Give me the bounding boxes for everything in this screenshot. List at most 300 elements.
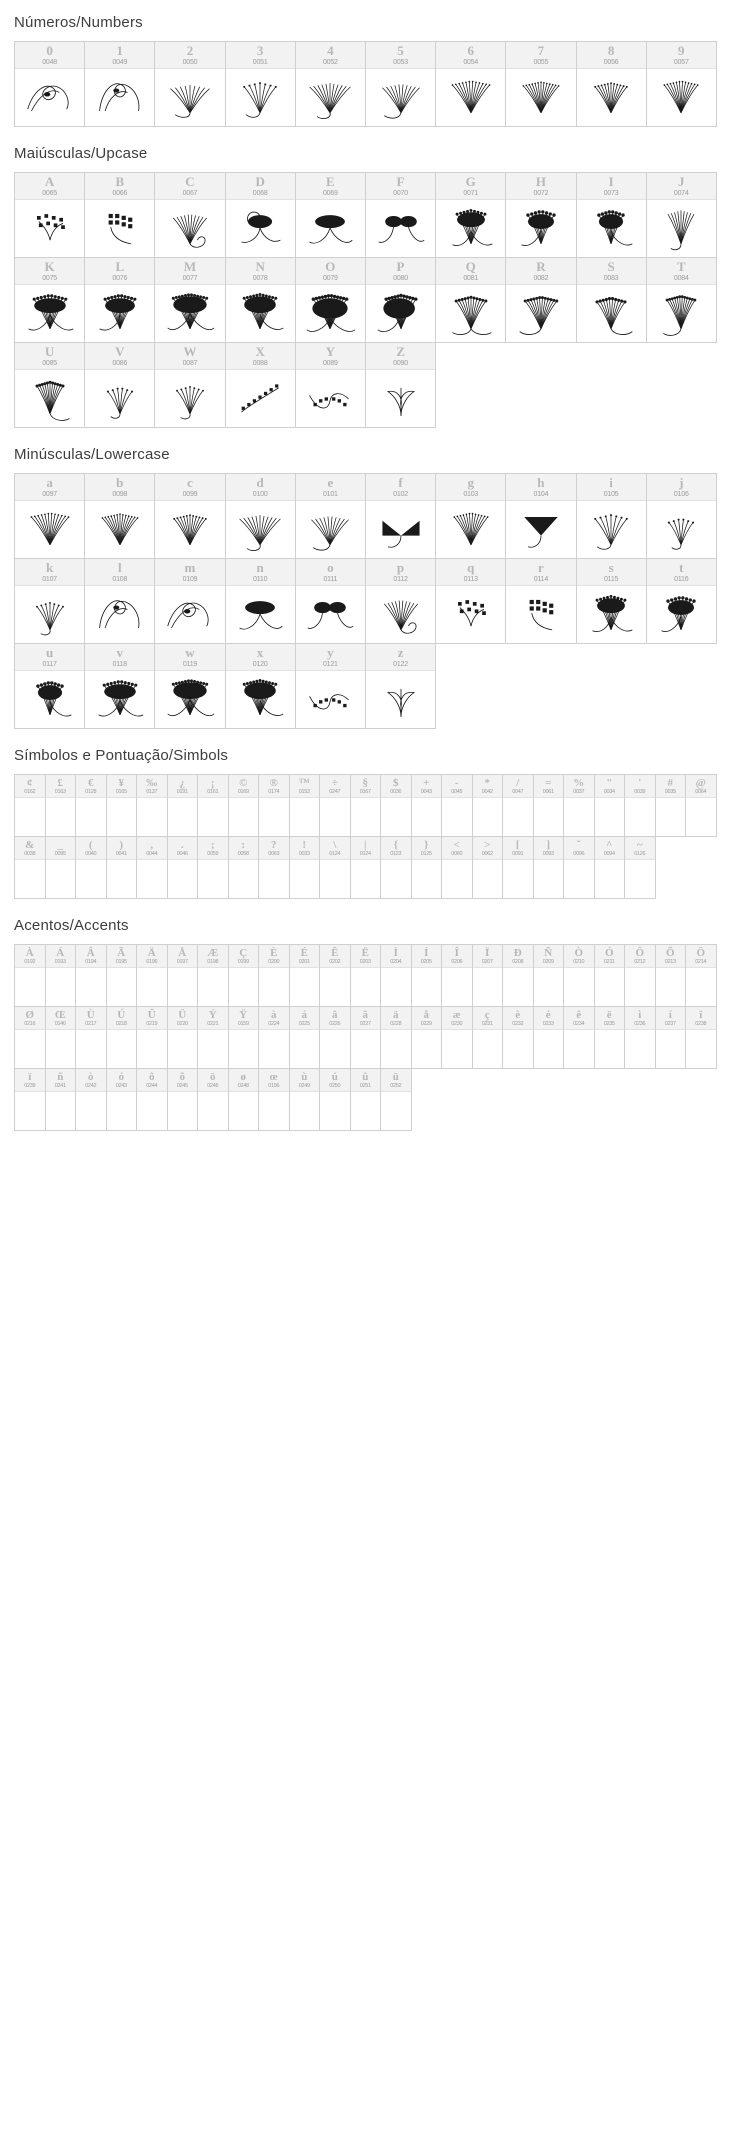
glyph-cell[interactable] [473, 775, 504, 837]
glyph-cell[interactable] [595, 945, 626, 1007]
glyph-ornament [85, 586, 154, 643]
glyph-cell[interactable] [647, 474, 717, 559]
glyph-cell[interactable] [229, 837, 260, 899]
glyph-cell[interactable] [595, 837, 626, 899]
glyph-character: p [396, 560, 405, 575]
glyph-code: 0246 [207, 1083, 219, 1089]
glyph-character: ñ [57, 1071, 64, 1083]
glyph-ornament [366, 586, 435, 643]
glyph-code: 0153 [298, 789, 310, 795]
glyph-cell[interactable] [107, 837, 138, 899]
glyph-cell[interactable] [442, 775, 473, 837]
glyph-cell[interactable] [85, 474, 155, 559]
glyph-cell[interactable] [155, 474, 225, 559]
glyph-cell[interactable] [647, 559, 717, 644]
glyph-character: ˘ [576, 839, 581, 851]
glyph-ornament [442, 1030, 472, 1068]
glyph-character: ™ [298, 777, 310, 789]
glyph-ornament [436, 586, 505, 643]
glyph-code: 0122 [393, 661, 408, 668]
glyph-character: æ [452, 1009, 461, 1021]
glyph-character: | [364, 839, 367, 851]
glyph-grid-accents [14, 944, 717, 1131]
glyph-code: 0159 [237, 1021, 249, 1027]
glyph-cell[interactable] [366, 343, 436, 428]
glyph-ornament [436, 285, 505, 342]
glyph-code: 0224 [268, 1021, 280, 1027]
glyph-code: 0227 [359, 1021, 371, 1027]
glyph-cell[interactable] [595, 1007, 626, 1069]
glyph-character: £ [57, 777, 63, 789]
glyph-cell[interactable] [15, 173, 85, 258]
glyph-character: r [538, 560, 544, 575]
glyph-cell[interactable] [15, 1007, 46, 1069]
glyph-code: 0207 [481, 959, 493, 965]
glyph-character: Õ [665, 947, 675, 959]
glyph-cell[interactable] [85, 258, 155, 343]
glyph-header [534, 945, 564, 968]
glyph-cell[interactable] [290, 1069, 321, 1131]
glyph-header [656, 775, 686, 798]
glyph-character: . [180, 839, 184, 851]
glyph-cell[interactable] [46, 775, 77, 837]
glyph-cell[interactable] [229, 1069, 260, 1131]
glyph-cell[interactable] [296, 258, 366, 343]
glyph-character: _ [57, 839, 63, 851]
glyph-character: * [484, 777, 490, 789]
glyph-header [259, 945, 289, 968]
glyph-cell[interactable] [686, 945, 717, 1007]
glyph-cell[interactable] [15, 644, 85, 729]
glyph-ornament [15, 798, 45, 836]
glyph-cell[interactable] [436, 474, 506, 559]
glyph-cell[interactable] [351, 775, 382, 837]
glyph-header [137, 775, 167, 798]
glyph-cell[interactable] [320, 837, 351, 899]
glyph-header [290, 1069, 320, 1092]
glyph-cell[interactable] [381, 775, 412, 837]
glyph-cell[interactable] [137, 1069, 168, 1131]
glyph-cell[interactable] [296, 42, 366, 127]
glyph-ornament [259, 1030, 289, 1068]
glyph-cell[interactable] [296, 559, 366, 644]
glyph-cell[interactable] [259, 837, 290, 899]
glyph-cell[interactable] [155, 42, 225, 127]
glyph-cell[interactable] [625, 945, 656, 1007]
glyph-cell[interactable] [85, 343, 155, 428]
glyph-ornament [296, 671, 365, 728]
glyph-cell[interactable] [564, 945, 595, 1007]
glyph-code: 0242 [85, 1083, 97, 1089]
glyph-ornament [155, 370, 224, 427]
glyph-cell[interactable] [259, 1069, 290, 1131]
glyph-cell[interactable] [198, 945, 229, 1007]
glyph-ornament [229, 798, 259, 836]
glyph-character: Q [465, 259, 476, 274]
glyph-cell[interactable] [366, 559, 436, 644]
glyph-cell[interactable] [577, 173, 647, 258]
glyph-cell[interactable] [442, 1007, 473, 1069]
glyph-cell[interactable] [503, 1007, 534, 1069]
glyph-cell[interactable] [625, 837, 656, 899]
glyph-code: 0163 [54, 789, 66, 795]
glyph-code: 0200 [268, 959, 280, 965]
glyph-code: 0063 [268, 851, 280, 857]
glyph-cell[interactable] [412, 837, 443, 899]
glyph-cell[interactable] [290, 837, 321, 899]
glyph-code: 0236 [634, 1021, 646, 1027]
glyph-cell[interactable] [15, 837, 46, 899]
glyph-code: 0090 [393, 360, 408, 367]
glyph-code: 0221 [207, 1021, 219, 1027]
glyph-ornament [534, 968, 564, 1006]
glyph-cell[interactable] [46, 1069, 77, 1131]
glyph-header [15, 837, 45, 860]
glyph-character: $ [393, 777, 399, 789]
glyph-cell[interactable] [296, 343, 366, 428]
glyph-character: n [256, 560, 264, 575]
glyph-cell[interactable] [320, 1007, 351, 1069]
glyph-header [198, 837, 228, 860]
glyph-cell[interactable] [226, 258, 296, 343]
glyph-cell[interactable] [15, 945, 46, 1007]
glyph-code: 0074 [673, 190, 689, 197]
glyph-cell[interactable] [647, 42, 717, 127]
glyph-cell[interactable] [564, 1007, 595, 1069]
glyph-ornament [46, 968, 76, 1006]
glyph-ornament [656, 1030, 686, 1068]
glyph-cell[interactable] [320, 1069, 351, 1131]
glyph-cell[interactable] [436, 258, 506, 343]
glyph-cell[interactable] [15, 1069, 46, 1131]
glyph-cell[interactable] [503, 775, 534, 837]
glyph-cell[interactable] [259, 1007, 290, 1069]
glyph-cell[interactable] [85, 644, 155, 729]
glyph-cell[interactable] [137, 945, 168, 1007]
glyph-cell[interactable] [168, 837, 199, 899]
glyph-character: C [185, 174, 195, 189]
glyph-cell[interactable] [107, 775, 138, 837]
glyph-cell[interactable] [625, 775, 656, 837]
glyph-ornament [647, 200, 716, 257]
glyph-cell[interactable] [76, 837, 107, 899]
glyph-header [564, 945, 594, 968]
glyph-ornament [473, 798, 503, 836]
glyph-cell[interactable] [366, 42, 436, 127]
glyph-ornament [647, 501, 716, 558]
glyph-character: Ö [696, 947, 706, 959]
glyph-ornament [168, 1030, 198, 1068]
glyph-cell[interactable] [15, 775, 46, 837]
glyph-cell[interactable] [137, 775, 168, 837]
glyph-cell[interactable] [259, 945, 290, 1007]
glyph-cell[interactable] [198, 1007, 229, 1069]
glyph-header [85, 559, 154, 586]
glyph-cell[interactable] [366, 474, 436, 559]
glyph-cell[interactable] [85, 559, 155, 644]
glyph-cell[interactable] [229, 775, 260, 837]
glyph-header [198, 775, 228, 798]
glyph-cell[interactable] [534, 775, 565, 837]
glyph-code: 0156 [268, 1083, 280, 1089]
glyph-cell[interactable] [351, 1069, 382, 1131]
glyph-cell[interactable] [296, 173, 366, 258]
glyph-cell[interactable] [137, 837, 168, 899]
glyph-ornament [226, 200, 295, 257]
glyph-cell[interactable] [381, 837, 412, 899]
glyph-code: 0114 [533, 576, 549, 583]
glyph-cell[interactable] [198, 775, 229, 837]
glyph-header [366, 474, 435, 501]
glyph-cell[interactable] [366, 644, 436, 729]
glyph-header [15, 945, 45, 968]
glyph-cell[interactable] [296, 644, 366, 729]
glyph-character: Æ [207, 947, 219, 959]
glyph-cell[interactable] [656, 775, 687, 837]
glyph-cell[interactable] [506, 559, 576, 644]
glyph-cell[interactable] [290, 945, 321, 1007]
glyph-cell[interactable] [381, 945, 412, 1007]
glyph-cell[interactable] [564, 775, 595, 837]
glyph-cell[interactable] [473, 837, 504, 899]
glyph-cell[interactable] [107, 1007, 138, 1069]
glyph-cell[interactable] [155, 173, 225, 258]
glyph-cell[interactable] [107, 945, 138, 1007]
glyph-cell[interactable] [155, 258, 225, 343]
glyph-cell[interactable] [381, 1007, 412, 1069]
glyph-character: ¢ [27, 777, 33, 789]
glyph-code: 0035 [664, 789, 676, 795]
glyph-code: 0093 [542, 851, 554, 857]
glyph-header [564, 775, 594, 798]
glyph-cell[interactable] [155, 559, 225, 644]
glyph-cell[interactable] [686, 1007, 717, 1069]
glyph-code: 0206 [451, 959, 463, 965]
section-title-accents: Acentos/Accents [14, 917, 129, 934]
glyph-character: } [424, 839, 429, 851]
glyph-code: 0059 [207, 851, 219, 857]
glyph-cell[interactable] [76, 1069, 107, 1131]
glyph-character: J [678, 174, 685, 189]
glyph-cell[interactable] [412, 775, 443, 837]
glyph-cell[interactable] [226, 644, 296, 729]
glyph-header [229, 775, 259, 798]
glyph-cell[interactable] [577, 474, 647, 559]
glyph-character: ¥ [118, 777, 124, 789]
glyph-cell[interactable] [168, 1007, 199, 1069]
glyph-cell[interactable] [656, 1007, 687, 1069]
glyph-cell[interactable] [15, 343, 85, 428]
glyph-ornament [412, 1030, 442, 1068]
glyph-cell[interactable] [226, 173, 296, 258]
glyph-cell[interactable] [296, 474, 366, 559]
glyph-cell[interactable] [577, 258, 647, 343]
glyph-cell[interactable] [473, 945, 504, 1007]
glyph-header [85, 644, 154, 671]
glyph-cell[interactable] [595, 775, 626, 837]
glyph-cell[interactable] [76, 775, 107, 837]
glyph-ornament [155, 586, 224, 643]
glyph-character: ) [119, 839, 124, 851]
glyph-character: L [115, 259, 125, 274]
glyph-cell[interactable] [534, 1007, 565, 1069]
glyph-character: q [467, 560, 475, 575]
glyph-character: 4 [327, 43, 334, 58]
glyph-cell[interactable] [320, 945, 351, 1007]
glyph-cell[interactable] [506, 474, 576, 559]
section-title-numbers: Números/Numbers [14, 14, 143, 31]
glyph-cell[interactable] [226, 559, 296, 644]
glyph-cell[interactable] [506, 258, 576, 343]
glyph-character: g [467, 475, 474, 490]
glyph-cell[interactable] [226, 42, 296, 127]
glyph-code: 0202 [329, 959, 341, 965]
glyph-code: 0212 [634, 959, 646, 965]
glyph-cell[interactable] [168, 1069, 199, 1131]
glyph-ornament [15, 69, 84, 126]
glyph-cell[interactable] [85, 42, 155, 127]
glyph-cell[interactable] [625, 1007, 656, 1069]
glyph-cell[interactable] [46, 837, 77, 899]
glyph-cell[interactable] [564, 837, 595, 899]
glyph-header [290, 837, 320, 860]
glyph-cell[interactable] [229, 1007, 260, 1069]
glyph-header [259, 775, 289, 798]
glyph-cell[interactable] [290, 1007, 321, 1069]
glyph-cell[interactable] [412, 945, 443, 1007]
glyph-ornament [625, 798, 655, 836]
glyph-code: 0088 [252, 360, 268, 367]
glyph-header [625, 837, 655, 860]
glyph-cell[interactable] [226, 474, 296, 559]
glyph-cell[interactable] [656, 945, 687, 1007]
glyph-ornament [15, 200, 84, 257]
glyph-header [366, 173, 435, 200]
glyph-header [15, 559, 84, 586]
glyph-character: u [45, 645, 54, 660]
glyph-code: 0072 [533, 190, 549, 197]
glyph-character: 1 [116, 43, 124, 58]
glyph-cell[interactable] [577, 42, 647, 127]
glyph-cell[interactable] [168, 945, 199, 1007]
glyph-cell[interactable] [506, 173, 576, 258]
glyph-code: 0201 [298, 959, 310, 965]
glyph-cell[interactable] [168, 775, 199, 837]
section-title-upcase: Maiúsculas/Upcase [14, 145, 148, 162]
glyph-grid-upcase [14, 172, 717, 428]
glyph-cell[interactable] [15, 258, 85, 343]
glyph-cell[interactable] [436, 42, 506, 127]
glyph-cell[interactable] [366, 258, 436, 343]
glyph-cell[interactable] [137, 1007, 168, 1069]
glyph-code: 0248 [237, 1083, 249, 1089]
glyph-header [155, 258, 224, 285]
glyph-character: Ã [117, 947, 126, 959]
glyph-cell[interactable] [366, 173, 436, 258]
glyph-ornament [76, 1092, 106, 1130]
glyph-cell[interactable] [351, 837, 382, 899]
glyph-header [76, 945, 106, 968]
glyph-ornament [229, 860, 259, 898]
glyph-cell[interactable] [320, 775, 351, 837]
glyph-cell[interactable] [647, 258, 717, 343]
glyph-cell[interactable] [577, 559, 647, 644]
glyph-code: 0229 [420, 1021, 432, 1027]
glyph-cell[interactable] [229, 945, 260, 1007]
glyph-code: 0055 [533, 59, 549, 66]
glyph-header [442, 1007, 472, 1030]
glyph-cell[interactable] [436, 173, 506, 258]
glyph-code: 0081 [463, 275, 479, 282]
glyph-cell[interactable] [442, 837, 473, 899]
glyph-grid-lowercase [14, 473, 717, 729]
glyph-code: 0230 [451, 1021, 463, 1027]
glyph-cell[interactable] [442, 945, 473, 1007]
glyph-cell[interactable] [107, 1069, 138, 1131]
glyph-cell[interactable] [76, 1007, 107, 1069]
glyph-cell[interactable] [686, 775, 717, 837]
glyph-header [296, 343, 365, 370]
glyph-code: 0205 [420, 959, 432, 965]
glyph-cell[interactable] [503, 945, 534, 1007]
glyph-cell[interactable] [351, 1007, 382, 1069]
glyph-character: " [606, 777, 613, 789]
glyph-cell[interactable] [506, 42, 576, 127]
glyph-code: 0210 [573, 959, 585, 965]
glyph-cell[interactable] [647, 173, 717, 258]
glyph-cell[interactable] [46, 1007, 77, 1069]
glyph-cell[interactable] [226, 343, 296, 428]
glyph-ornament [656, 968, 686, 1006]
glyph-character: É [300, 947, 308, 959]
glyph-cell[interactable] [503, 837, 534, 899]
glyph-ornament [577, 501, 646, 558]
glyph-cell[interactable] [412, 1007, 443, 1069]
glyph-code: 0069 [322, 190, 338, 197]
glyph-code: 0250 [329, 1083, 341, 1089]
glyph-cell[interactable] [436, 559, 506, 644]
glyph-cell[interactable] [15, 559, 85, 644]
glyph-cell[interactable] [534, 945, 565, 1007]
glyph-cell[interactable] [290, 775, 321, 837]
glyph-ornament [226, 69, 295, 126]
glyph-cell[interactable] [85, 173, 155, 258]
glyph-character: @ [695, 777, 706, 789]
glyph-cell[interactable] [198, 1069, 229, 1131]
glyph-cell[interactable] [76, 945, 107, 1007]
glyph-header [473, 1007, 503, 1030]
glyph-header [155, 173, 224, 200]
glyph-cell[interactable] [259, 775, 290, 837]
glyph-cell[interactable] [155, 644, 225, 729]
glyph-ornament [320, 798, 350, 836]
glyph-header [506, 474, 575, 501]
glyph-ornament [15, 586, 84, 643]
glyph-cell[interactable] [155, 343, 225, 428]
glyph-header [229, 1069, 259, 1092]
glyph-cell[interactable] [351, 945, 382, 1007]
glyph-header [442, 945, 472, 968]
glyph-cell[interactable] [381, 1069, 412, 1131]
glyph-cell[interactable] [473, 1007, 504, 1069]
glyph-code: 0216 [24, 1021, 36, 1027]
glyph-cell[interactable] [534, 837, 565, 899]
glyph-cell[interactable] [198, 837, 229, 899]
glyph-cell[interactable] [15, 474, 85, 559]
glyph-cell[interactable] [15, 42, 85, 127]
glyph-header [226, 474, 295, 501]
glyph-cell[interactable] [46, 945, 77, 1007]
